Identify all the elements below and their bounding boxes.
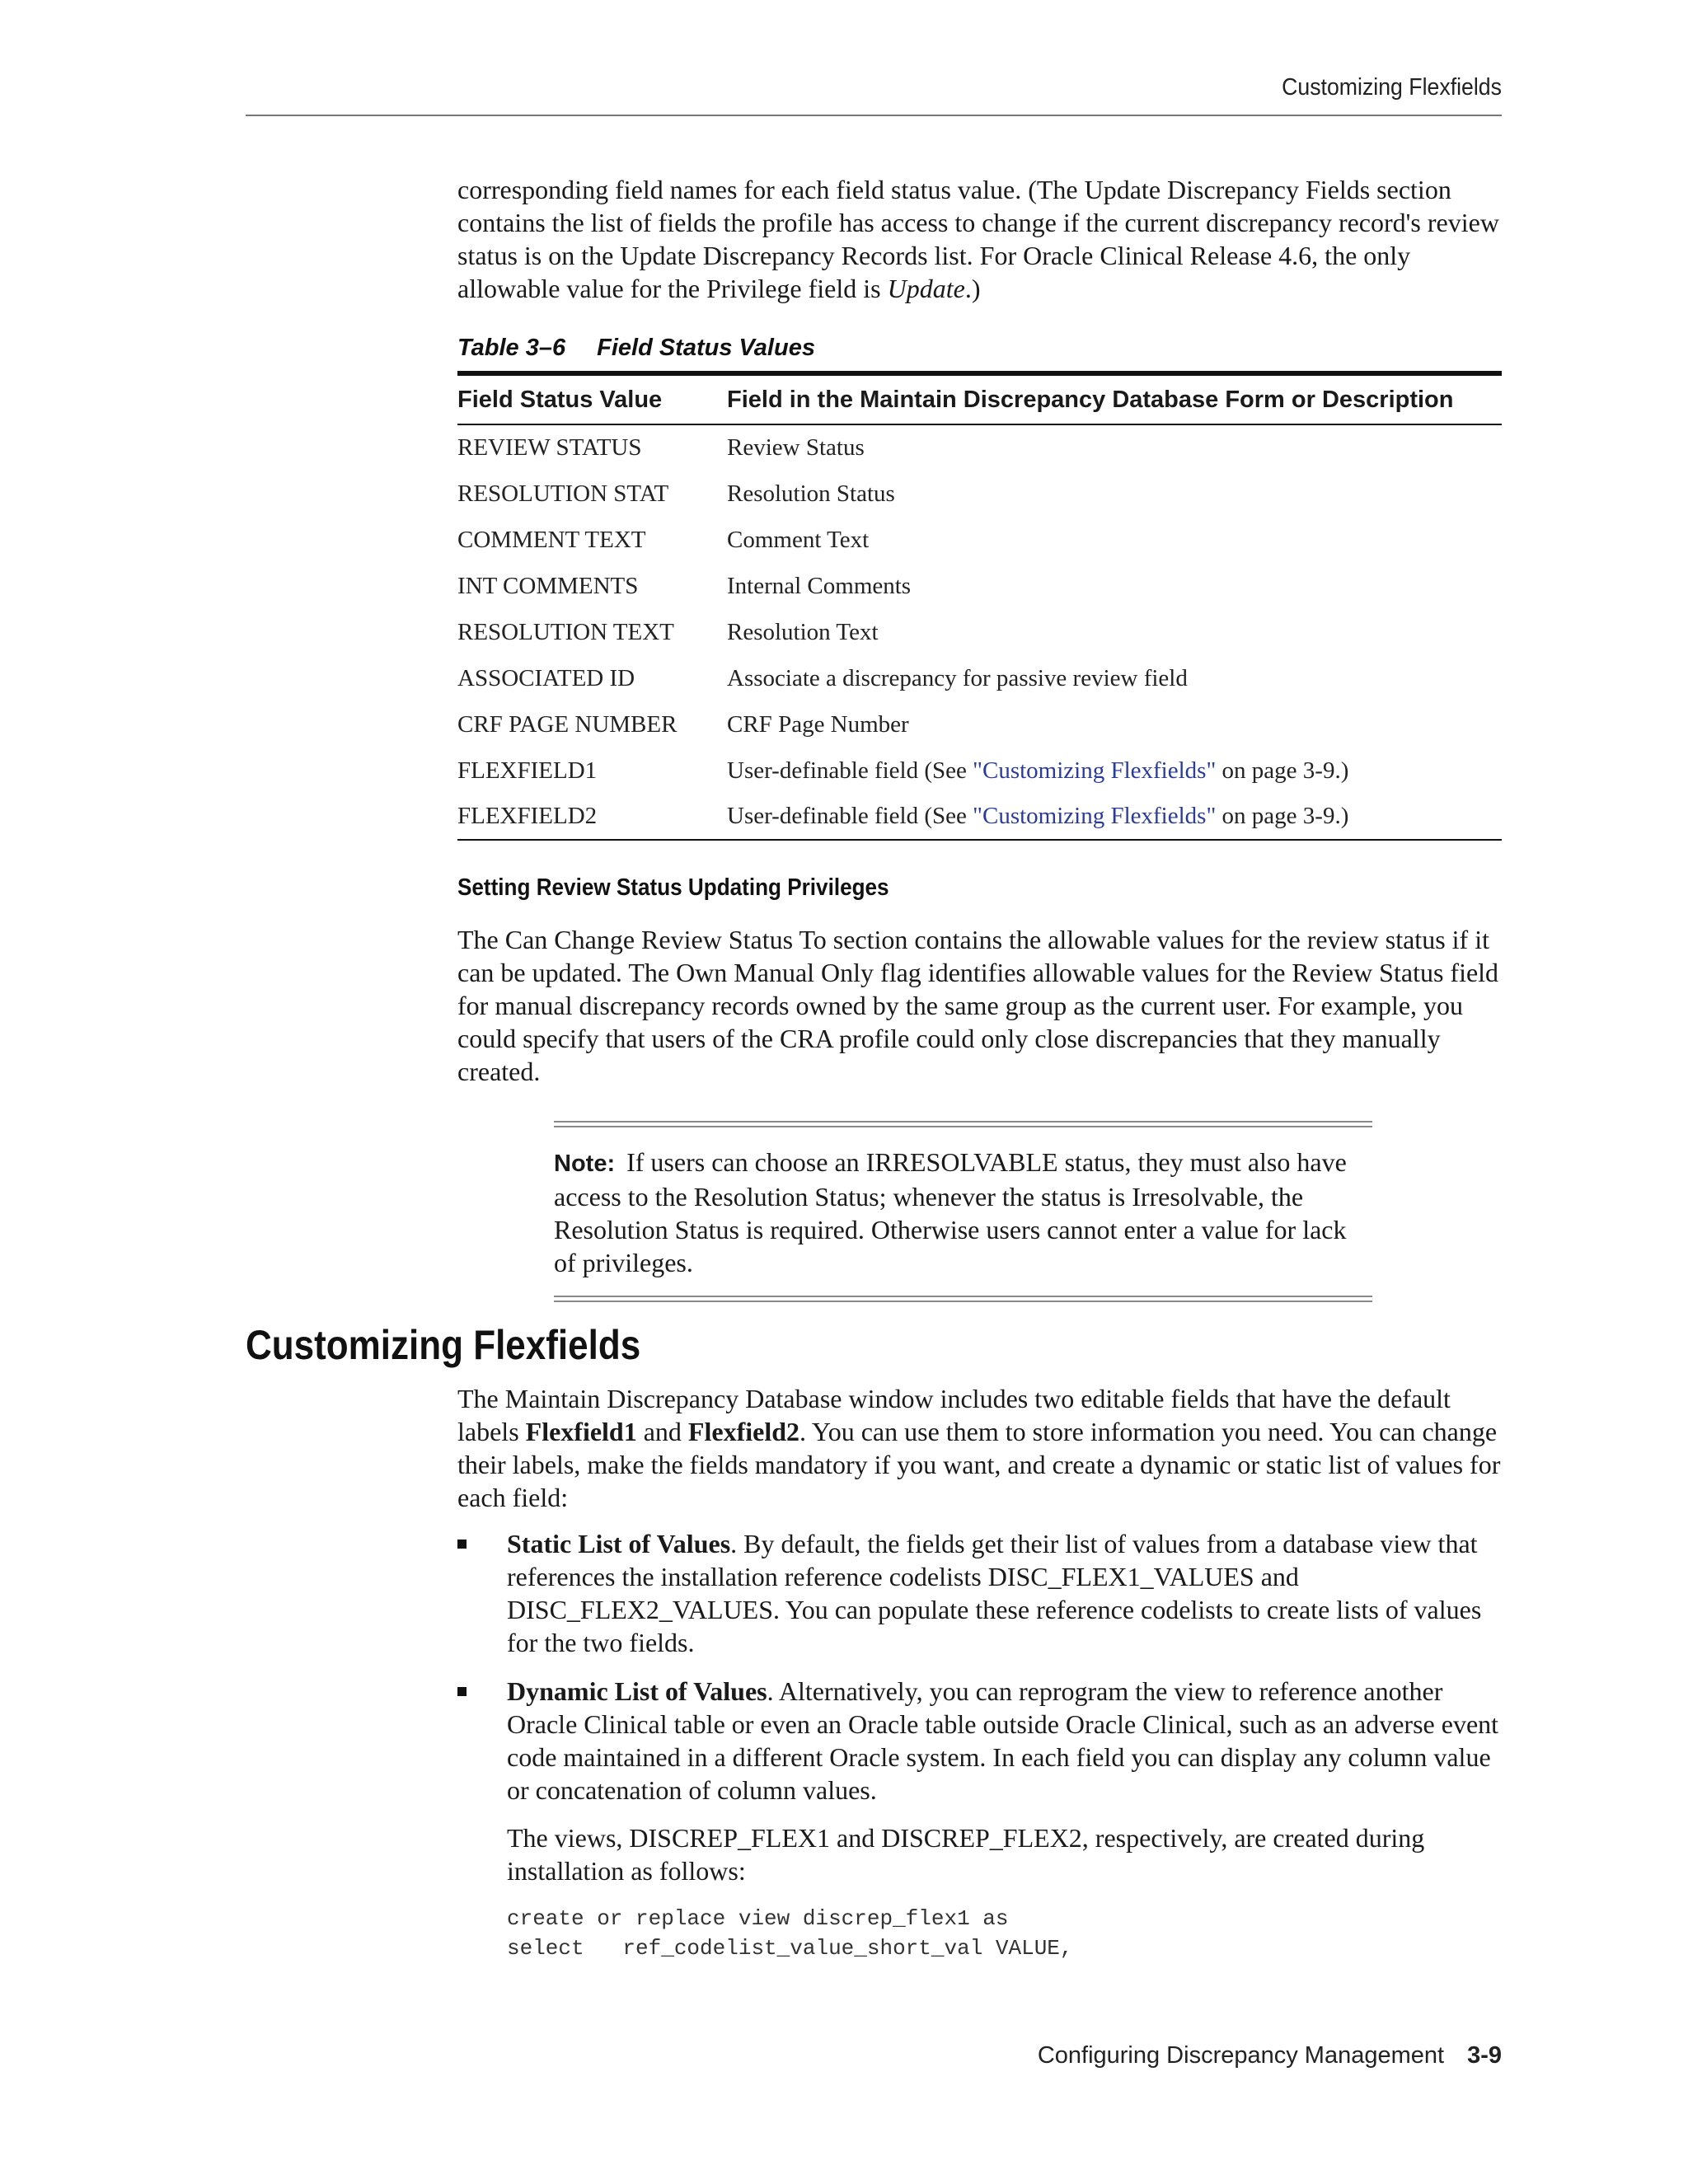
table-cell: RESOLUTION STAT [457, 480, 669, 507]
table-cell: CRF PAGE NUMBER [457, 710, 678, 738]
table-cell: Comment Text [727, 526, 870, 553]
table-header-row [457, 373, 1502, 424]
table-caption-title: Field Status Values [597, 335, 815, 361]
intro-text: corresponding field names for each field status value. (The Update Discrepancy Fields section contains the list of fields the profile has access to change if the current discrepancy record's review status is on the Update Discrepancy Records list. For Oracle Clinical Release 4.6, the only allowable value for the Privilege field is [457, 175, 1499, 303]
table-cell: Review Status [727, 434, 865, 461]
flexfields-paragraph [457, 1382, 1504, 1514]
square-bullet-icon [457, 1540, 467, 1549]
table-header-cell: Field in the Maintain Discrepancy Database Form or Description [727, 373, 1502, 424]
flexfield1-term: Flexfield1 [525, 1417, 637, 1446]
table-row [457, 701, 1502, 748]
table-cell: Resolution Text [727, 618, 879, 645]
list-of-values-bullets [457, 1527, 1504, 1822]
table-row [457, 517, 1502, 563]
header-rule [246, 115, 1502, 116]
intro-tail: .) [964, 274, 981, 303]
cell-text: User-definable field (See [727, 757, 973, 784]
table-row [457, 609, 1502, 655]
table-row [457, 655, 1502, 701]
table-cell: CRF Page Number [727, 710, 909, 738]
table-row [457, 748, 1502, 794]
bullet-text: . Alternatively, you can reprogram the view to reference another Oracle Clinical table or even an Oracle table outside Oracle Clinical, such as an adverse event code maintained in a different Oracle system. In each field you can display any column value or concatenation of column values. [507, 1676, 1499, 1805]
table-cell: REVIEW STATUS [457, 434, 642, 461]
table-caption-number: Table 3–6 [457, 335, 566, 361]
review-status-paragraph: The Can Change Review Status To section contains the allowable values for the review status if it can be updated. The Own Manual Only flag identifies allowable values for the Review Status field for manual discrepancy records owned by the same group as the current user. For example, you could specify that users of the CRA profile could only close discrepancies that they manually created. [457, 925, 1499, 1086]
table-row [457, 424, 1502, 471]
table-cell [727, 748, 1502, 794]
note-top-rule [554, 1121, 1372, 1127]
footer-chapter: Configuring Discrepancy Management [1037, 2042, 1445, 2069]
review-status-heading: Setting Review Status Updating Privileges [457, 874, 889, 901]
customizing-flexfields-link[interactable]: "Customizing Flexfields" [973, 757, 1217, 784]
flexfields-text: and [636, 1417, 688, 1446]
table-header-cell: Field Status Value [457, 373, 727, 424]
table-row [457, 794, 1502, 840]
page-footer [246, 2042, 1502, 2069]
cell-text: on page 3-9.) [1216, 803, 1349, 829]
intro-italic: Update [887, 274, 965, 303]
note-label: Note: [554, 1151, 616, 1177]
table-cell: FLEXFIELD1 [457, 757, 598, 784]
page-number: 3-9 [1467, 2042, 1502, 2069]
table-cell: COMMENT TEXT [457, 526, 646, 553]
list-item [457, 1527, 1504, 1659]
code-line: create or replace view discrep_flex1 as [507, 1906, 1009, 1931]
table-cell: ASSOCIATED ID [457, 664, 635, 691]
table-cell: FLEXFIELD2 [457, 803, 598, 829]
cell-text: User-definable field (See [727, 803, 973, 829]
flexfield2-term: Flexfield2 [687, 1417, 799, 1446]
table-row [457, 471, 1502, 517]
table-cell: Associate a discrepancy for passive review field [727, 664, 1188, 691]
square-bullet-icon [457, 1687, 467, 1696]
table-cell [727, 794, 1502, 840]
cell-text: on page 3-9.) [1216, 757, 1349, 784]
bullet-term: Static List of Values [507, 1529, 731, 1558]
field-status-table [457, 371, 1502, 841]
table-cell: INT COMMENTS [457, 572, 639, 599]
note-box [554, 1121, 1372, 1302]
table-cell: RESOLUTION TEXT [457, 618, 674, 645]
code-block [507, 1904, 1073, 1963]
flexfields-text: . You can use them to store information you need. You can change their labels, make the fields mandatory if you want, and create a dynamic or static list of values for each field: [457, 1417, 1501, 1512]
bullet-text: . By default, the fields get their list of values from a database view that references the installation reference codelists DISC_FLEX1_VALUES and DISC_FLEX2_VALUES. You can populate these reference codelists to create lists of values for the two fields. [507, 1529, 1482, 1657]
code-line: select ref_codelist_value_short_val VALUE, [507, 1936, 1073, 1961]
views-paragraph: The views, DISCREP_FLEX1 and DISCREP_FLEX2, respectively, are created during installation as follows: [507, 1823, 1425, 1886]
list-item [457, 1675, 1504, 1807]
note-text: If users can choose an IRRESOLVABLE status, they must also have access to the Resolution Status; whenever the status is Irresolvable, the Resolution Status is required. Otherwise users cannot enter a value for lack of privileges. [554, 1147, 1347, 1277]
table-cell: Internal Comments [727, 572, 912, 599]
table-caption [457, 335, 815, 362]
table-row [457, 563, 1502, 609]
customizing-flexfields-link[interactable]: "Customizing Flexfields" [973, 803, 1217, 829]
bullet-term: Dynamic List of Values [507, 1676, 767, 1706]
table-cell: Resolution Status [727, 480, 895, 507]
flexfields-text: The Maintain Discrepancy Database window includes two editable fields that have the default labels [457, 1384, 1451, 1446]
note-body [554, 1127, 1372, 1296]
note-bottom-rule [554, 1296, 1372, 1302]
section-title: Customizing Flexfields [246, 1322, 641, 1368]
intro-paragraph [457, 173, 1504, 305]
running-header: Customizing Flexfields [1282, 74, 1502, 101]
